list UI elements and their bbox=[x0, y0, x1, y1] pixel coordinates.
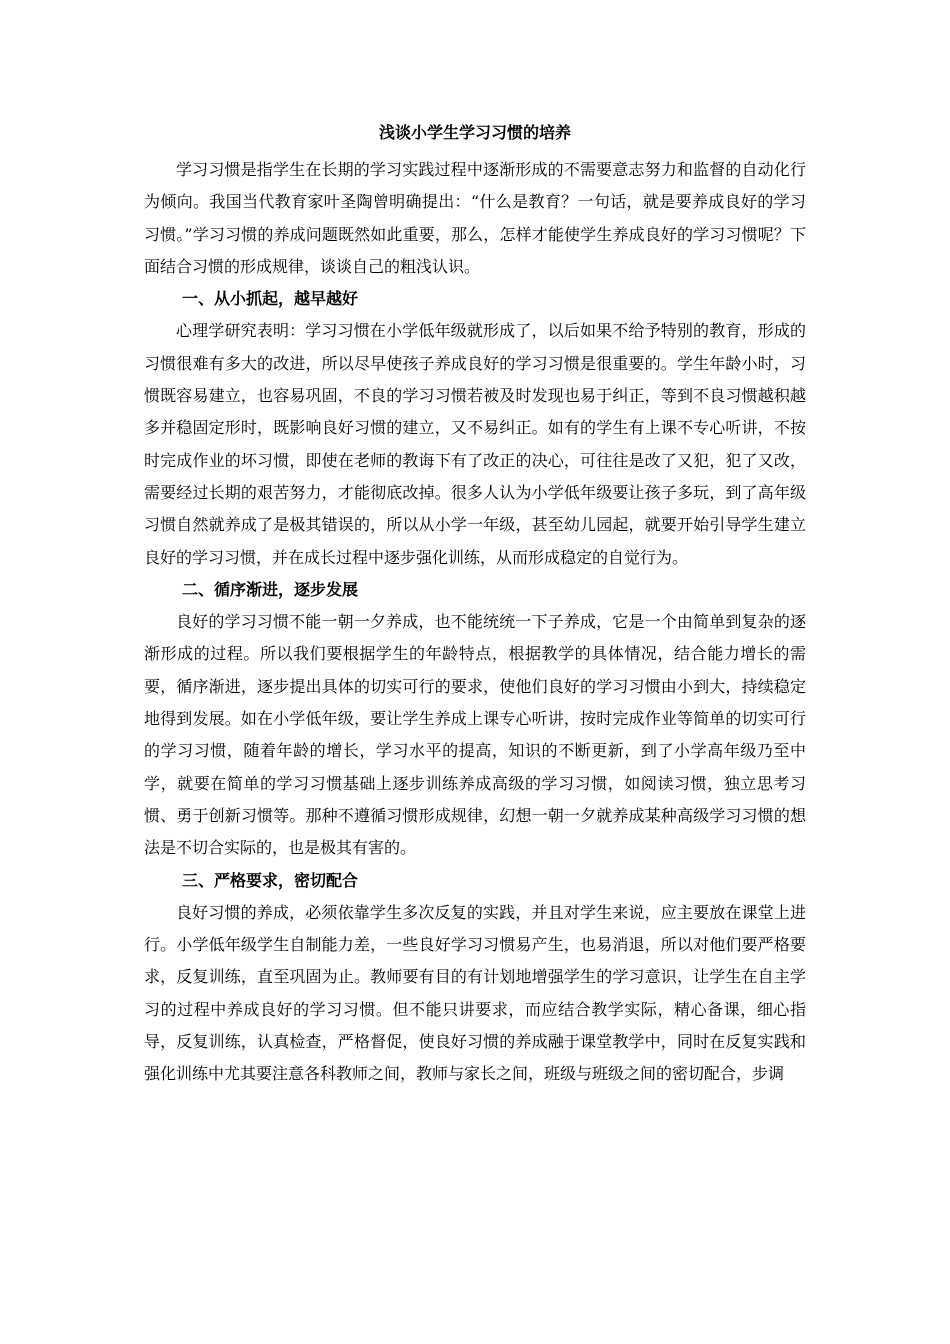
section-heading-3: 三、严格要求，密切配合 bbox=[182, 870, 359, 890]
section-body-3: 良好习惯的养成，必须依靠学生多次反复的实践，并且对学生来说，应主要放在课堂上进行。小学低年级学生自制能力差，一些良好学习习惯易产生，也易消退，所以对他们要严格要求，反复训练，直至巩固为止。教师要有目的有计划地增强学生的学习意识，让学生在自主学习的过程中养成良好的学习习惯。但不能只讲要求，而应结合教学实际，精心备课，细心指导，反复训练，认真检查，严格督促，使良好习惯的养成融于课堂教学中，同时在反复实践和强化训练中尤其要注意各科教师之间，教师与家长之间，班级与班级之间的密切配合，步调 bbox=[144, 902, 806, 1084]
section-body-2: 良好的学习习惯不能一朝一夕养成，也不能统统一下子养成，它是一个由简单到复杂的逐渐形成的过程。所以我们要根据学生的年龄特点，根据教学的具体情况，结合能力增长的需要，循序渐进，逐步提出具体的切实可行的要求，使他们良好的学习习惯由小到大，持续稳定地得到发展。如在小学低年级，要让学生养成上课专心听讲，按时完成作业等简单的切实可行的学习习惯，随着年龄的增长，学习水平的提高，知识的不断更新，到了小学高年级乃至中学，就要在简单的学习习惯基础上逐步训练养成高级的学习习惯，如阅读习惯，独立思考习惯、勇于创新习惯等。那种不遵循习惯形成规律，幻想一朝一夕就养成某种高级学习习惯的想法是不切合实际的，也是极其有害的。 bbox=[144, 612, 806, 858]
intro-paragraph: 学习习惯是指学生在长期的学习实践过程中逐渐形成的不需要意志努力和监督的自动化行为倾向。我国当代教育家叶圣陶曾明确提出：“什么是教育？一句话，就是要养成良好的学习习惯。”学习习惯的养成问题既然如此重要，那么，怎样才能使学生养成良好的学习习惯呢？下面结合习惯的形成规律，谈谈自己的粗浅认识。 bbox=[144, 160, 806, 276]
section-heading-1: 一、从小抓起，越早越好 bbox=[182, 289, 359, 309]
document-title: 浅谈小学生学习习惯的培养 bbox=[378, 123, 571, 142]
section-body-1: 心理学研究表明：学习习惯在小学低年级就形成了，以后如果不给予特别的教育，形成的习惯很难有多大的改进，所以尽早使孩子养成良好的学习习惯是很重要的。学生年龄小时，习惯既容易建立，也容易巩固，不良的学习习惯若被及时发现也易于纠正，等到不良习惯越积越多并稳固定形时，既影响良好习惯的建立，又不易纠正。如有的学生有上课不专心听讲，不按时完成作业的坏习惯，即使在老师的教诲下有了改正的决心，可往往是改了又犯，犯了又改，需要经过长期的艰苦努力，才能彻底改掉。很多人认为小学低年级要让孩子多玩，到了高年级习惯自然就养成了是极其错误的，所以从小学一年级，甚至幼儿园起，就要开始引导学生建立良好的学习习惯，并在成长过程中逐步强化训练，从而形成稳定的自觉行为。 bbox=[144, 321, 806, 567]
section-heading-2: 二、循序渐进，逐步发展 bbox=[182, 579, 359, 599]
document-body bbox=[144, 154, 806, 1091]
